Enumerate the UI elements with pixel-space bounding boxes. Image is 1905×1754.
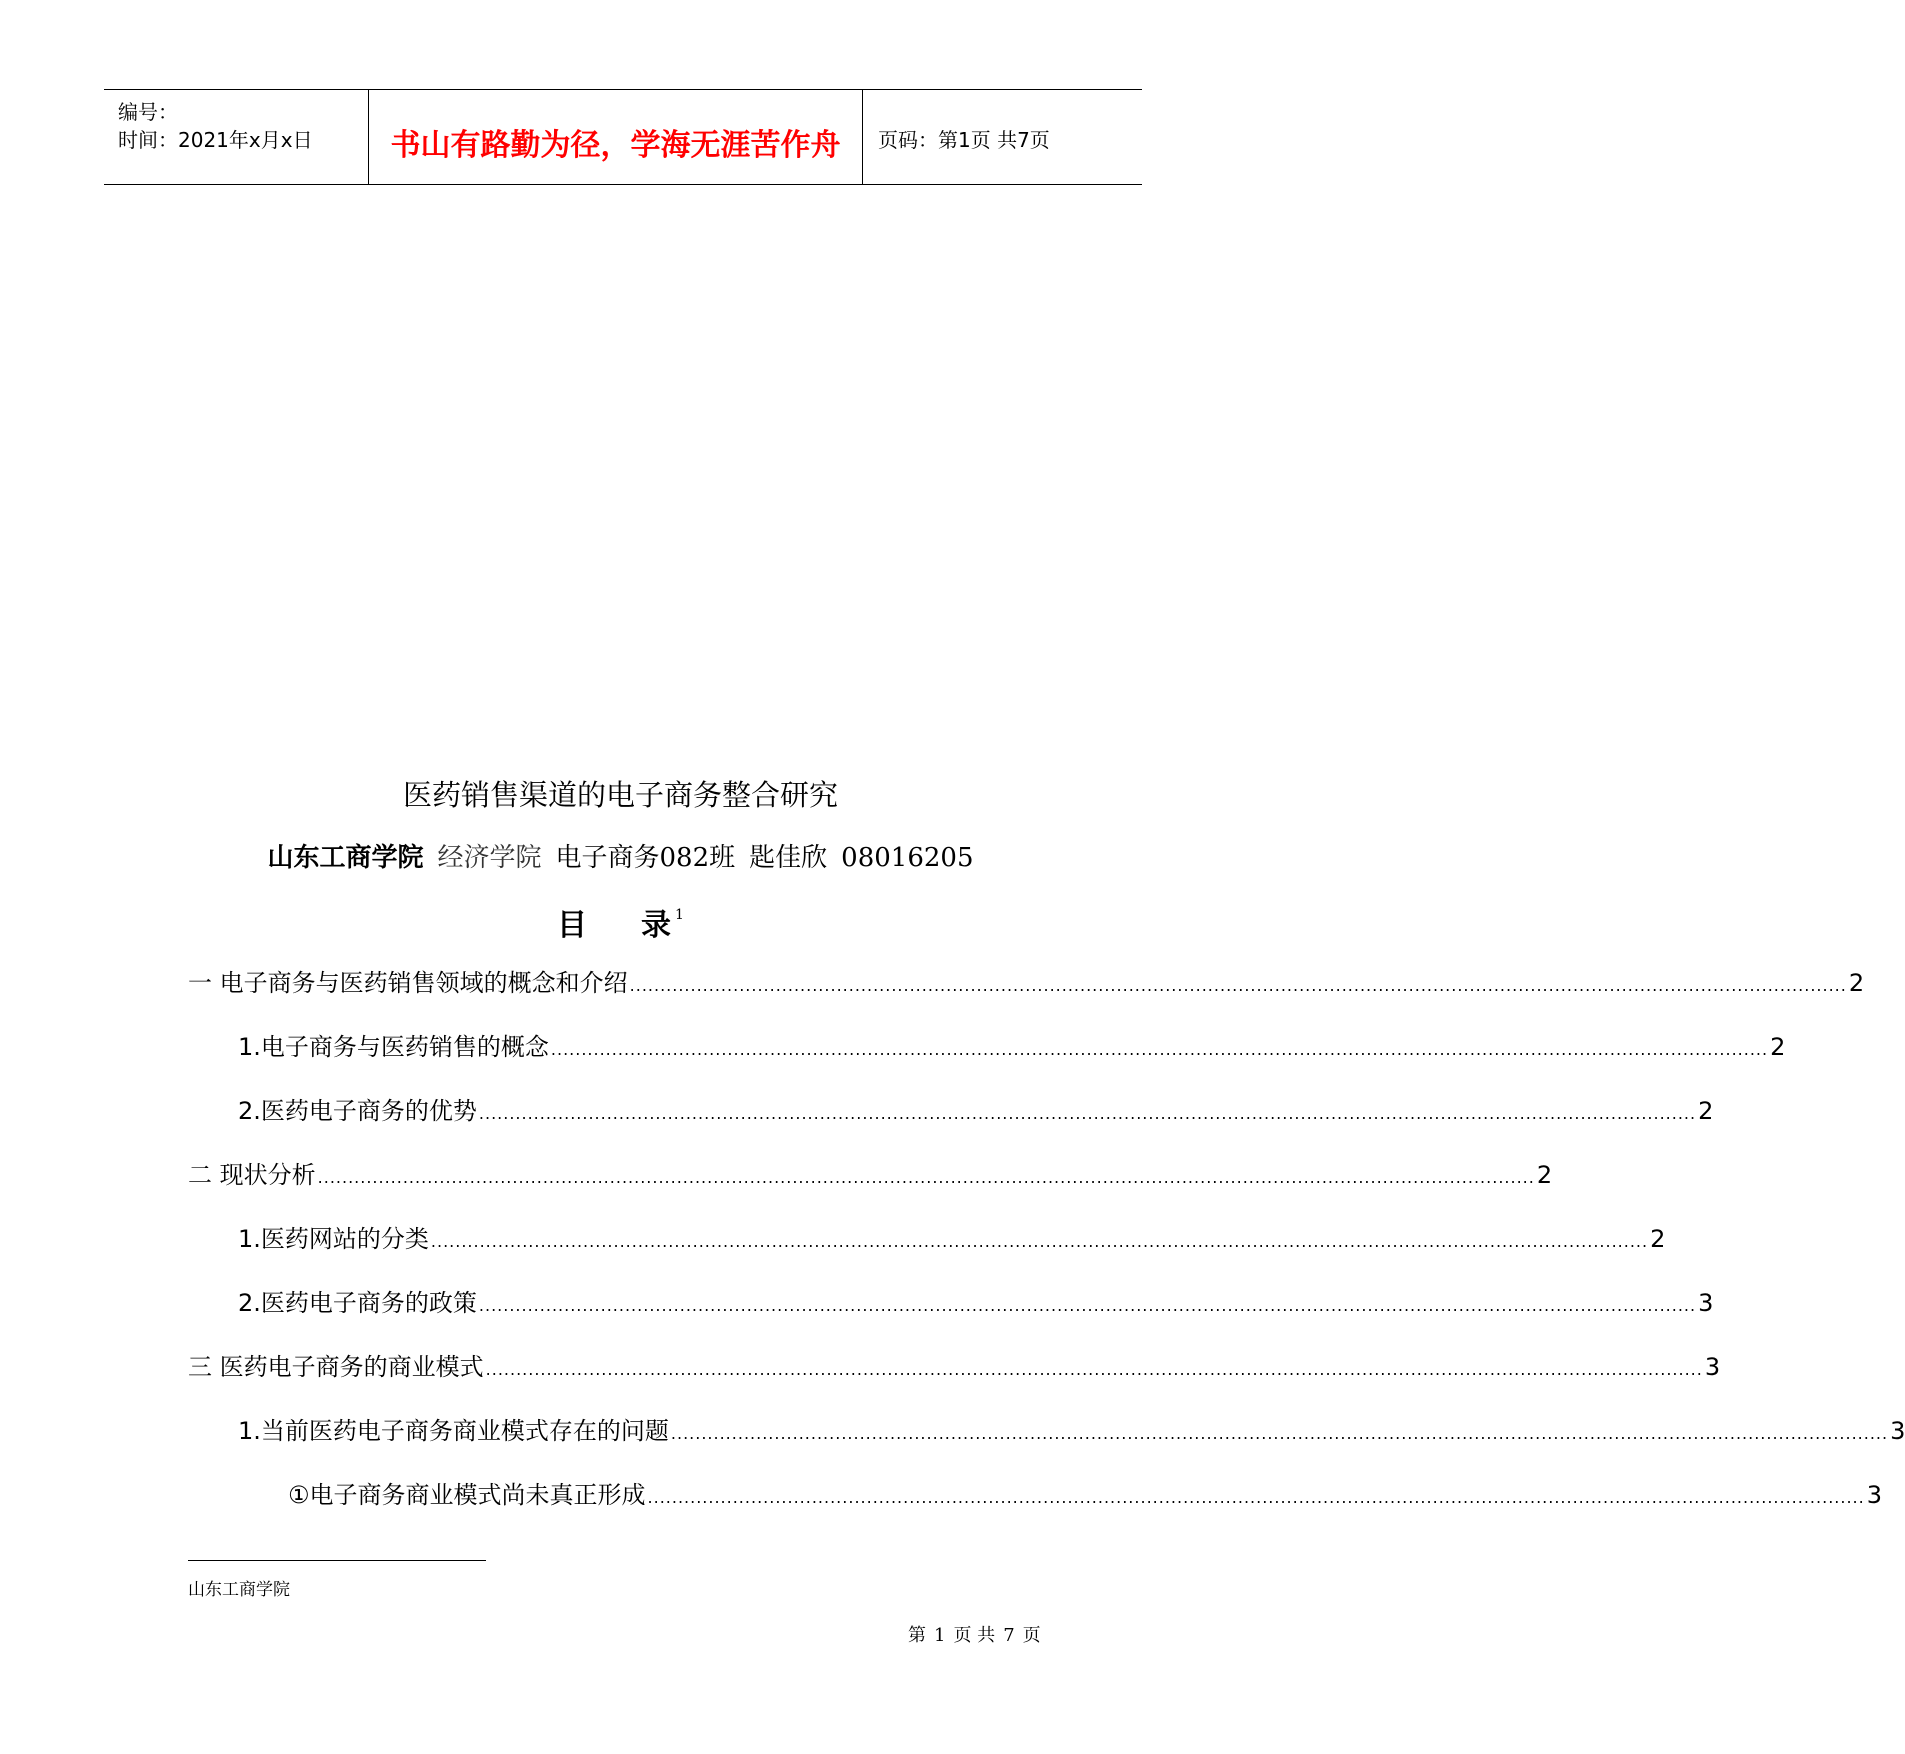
footer-current-page: 1 — [934, 1625, 946, 1646]
toc-entry-page: 3 — [1890, 1417, 1905, 1445]
byline-faculty: 经济学院 — [437, 843, 542, 873]
toc-entry-page: 3 — [1698, 1289, 1714, 1317]
header-motto-cell — [369, 90, 863, 184]
toc-entry[interactable] — [288, 1475, 1882, 1509]
byline-school: 山东工商学院 — [267, 843, 424, 873]
byline-author: 匙佳欣 — [749, 843, 828, 873]
toc-entry[interactable] — [238, 1283, 1714, 1317]
document-date-label: 时间：2021年x月x日 — [118, 128, 313, 152]
footnote-separator — [188, 1560, 486, 1561]
toc-entry[interactable] — [238, 1027, 1786, 1061]
footer-suffix: 页 — [1022, 1625, 1041, 1646]
toc-entry-page: 2 — [1770, 1033, 1786, 1061]
footnote-ref[interactable]: 1 — [675, 907, 684, 923]
author-byline — [0, 837, 1241, 874]
toc-leader-dots: ........................................................................................................................................................................................................ — [478, 1296, 1697, 1315]
toc-entry-label: 2.医药电子商务的优势 — [238, 1097, 477, 1125]
document-title: 医药销售渠道的电子商务整合研究 — [402, 778, 838, 812]
toc-entry-label: 1.电子商务与医药销售的概念 — [238, 1033, 549, 1061]
toc-entry-label: 1.当前医药电子商务商业模式存在的问题 — [238, 1417, 669, 1445]
toc-entry[interactable] — [188, 1347, 1721, 1381]
header-meta-cell — [104, 90, 369, 184]
toc-entry-label: 二 现状分析 — [188, 1161, 316, 1189]
toc-entry-page: 2 — [1848, 969, 1865, 997]
toc-entry[interactable] — [188, 1155, 1553, 1189]
toc-entry-page: 3 — [1866, 1481, 1882, 1509]
header-motto: 书山有路勤为径，学海无涯苦作舟 — [390, 128, 841, 163]
header-table — [104, 89, 1142, 185]
footer-middle: 页 共 — [953, 1625, 996, 1646]
toc-entry-page: 2 — [1698, 1097, 1714, 1125]
toc-leader-dots: ........................................................................................................................................................................................................ — [647, 1488, 1865, 1507]
toc-heading-char-2: 录 — [641, 908, 672, 943]
toc-entry-label: 1.医药网站的分类 — [238, 1225, 429, 1253]
footer-prefix: 第 — [908, 1625, 926, 1646]
toc-entry[interactable] — [238, 1219, 1666, 1253]
byline-class: 电子商务082班 — [555, 843, 736, 873]
header-page-code: 页码：第1页 共7页 — [878, 128, 1050, 152]
toc-leader-dots: ........................................................................................................................................................................................................ — [670, 1424, 1889, 1443]
toc-leader-dots: ........................................................................................................................................................................................................ — [430, 1232, 1649, 1251]
toc-entry-label: 2.医药电子商务的政策 — [238, 1289, 477, 1317]
toc-leader-dots: ........................................................................................................................................................................................................ — [478, 1104, 1697, 1123]
toc-heading-char-1: 目 — [557, 908, 588, 943]
byline-student-id: 08016205 — [841, 843, 974, 873]
toc-leader-dots: ........................................................................................................................................................................................................ — [629, 976, 1847, 995]
toc-entry-page: 3 — [1704, 1353, 1721, 1381]
page-footer — [908, 1621, 1041, 1647]
toc-leader-dots: ........................................................................................................................................................................................................ — [485, 1360, 1703, 1379]
toc-entry-page: 2 — [1536, 1161, 1553, 1189]
toc-entry-label: 三 医药电子商务的商业模式 — [188, 1353, 484, 1381]
toc-entry[interactable] — [238, 1411, 1905, 1445]
document-number-label: 编号： — [118, 100, 178, 124]
toc-entry-page: 2 — [1650, 1225, 1666, 1253]
footer-total-pages: 7 — [1003, 1625, 1015, 1646]
toc-entry[interactable] — [188, 963, 1865, 997]
toc-entry-label: ①电子商务商业模式尚未真正形成 — [288, 1481, 646, 1509]
toc-entry[interactable] — [238, 1091, 1714, 1125]
toc-leader-dots: ........................................................................................................................................................................................................ — [550, 1040, 1769, 1059]
header-page-cell — [864, 90, 1142, 184]
footnote-text: 山东工商学院 — [188, 1580, 290, 1600]
toc-leader-dots: ........................................................................................................................................................................................................ — [317, 1168, 1535, 1187]
toc-heading — [0, 900, 1241, 944]
toc-entry-label: 一 电子商务与医药销售领域的概念和介绍 — [188, 969, 628, 997]
